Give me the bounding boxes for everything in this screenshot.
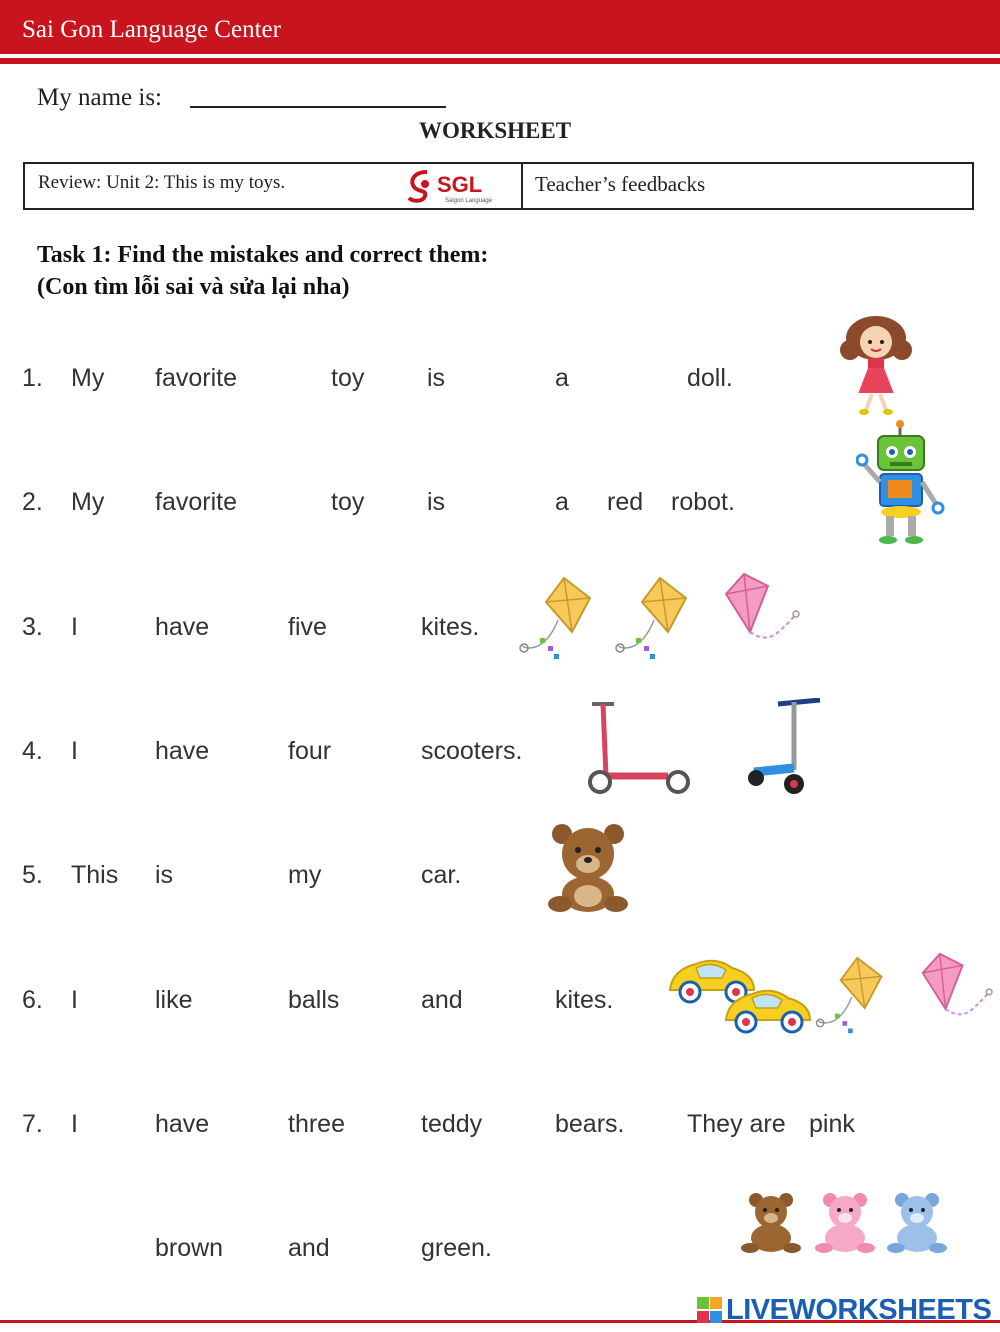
sentence-3-word[interactable]: kites. [421,613,480,641]
feedback-label: Teacher’s feedbacks [535,172,706,196]
sentence-7-word[interactable]: have [155,1110,210,1138]
sentence-1-word[interactable]: My [71,364,105,392]
sentence-6-number: 6. [22,986,43,1014]
teddy-bear-icon [546,822,630,914]
liveworksheets-brand[interactable]: LIVEWORKSHEETS [726,1294,992,1326]
liveworksheets-logo-icon [697,1296,723,1326]
pink-bear-icon [814,1192,876,1254]
pink-kite-icon [720,572,800,652]
sentence-7-word[interactable]: teddy [421,1110,483,1138]
sentence-2-number: 2. [22,488,43,516]
sentence-1-word[interactable]: favorite [155,364,237,392]
sentence-4-number: 4. [22,737,43,765]
header-rule [0,58,1000,64]
sentence-2-word[interactable]: is [427,488,446,516]
task-subtitle: (Con tìm lỗi sai và sửa lại nha) [37,274,350,300]
sentence-2-word[interactable]: red [607,488,644,516]
sentence-1-number: 1. [22,364,43,392]
yellow-car-icon [722,980,814,1038]
name-label: My name is: [37,84,162,111]
sentence-7-word[interactable]: pink [809,1110,855,1138]
header-bar [0,0,1000,54]
sentence-5-word[interactable]: my [288,861,322,889]
kite-icon [614,576,688,662]
sentence-5-word[interactable]: car. [421,861,462,889]
sentence-3-word[interactable]: five [288,613,327,641]
sentence-1-word[interactable]: doll. [687,364,733,392]
sentence-6-word[interactable]: I [71,986,78,1014]
sentence-6-word[interactable]: like [155,986,193,1014]
doll-icon [836,312,916,416]
task-title: Task 1: Find the mistakes and correct them: [37,242,489,268]
robot-icon [856,420,946,546]
sentence-7-word[interactable]: three [288,1110,345,1138]
sentence-7-word[interactable]: and [288,1234,330,1262]
sentence-5-word[interactable]: is [155,861,174,889]
center-name: Sai Gon Language Center [22,16,281,43]
kite-icon [518,576,592,662]
sentence-4-word[interactable]: four [288,737,332,765]
brown-bear-icon [740,1192,802,1254]
blue-scooter-icon [748,698,824,798]
sentence-7-word[interactable]: They are [687,1110,786,1138]
sentence-7-word[interactable]: brown [155,1234,224,1262]
logo-sub: Saigon Language [445,198,493,204]
sentence-1-word[interactable]: is [427,364,446,392]
sentence-7-word[interactable]: I [71,1110,78,1138]
info-box [23,162,974,210]
sentence-5-word[interactable]: This [71,861,119,889]
sentence-5-number: 5. [22,861,43,889]
worksheet-title: WORKSHEET [418,118,572,143]
sentence-6-word[interactable]: kites. [555,986,614,1014]
sentence-7-number: 7. [22,1110,43,1138]
sentence-4-word[interactable]: I [71,737,78,765]
pink-kite-icon [916,952,994,1028]
sentence-3-number: 3. [22,613,43,641]
sentence-2-word[interactable]: robot. [671,488,735,516]
name-input-line[interactable] [190,106,446,108]
sentence-1-word[interactable]: a [555,364,569,392]
sentence-2-word[interactable]: favorite [155,488,237,516]
sentence-2-word[interactable]: toy [331,488,365,516]
blue-bear-icon [886,1192,948,1254]
sentence-2-word[interactable]: a [555,488,569,516]
sentence-1-word[interactable]: toy [331,364,365,392]
sentence-2-word[interactable]: My [71,488,105,516]
sentence-7-word[interactable]: bears. [555,1110,625,1138]
sentence-3-word[interactable]: I [71,613,78,641]
sentence-7-word[interactable]: green. [421,1234,492,1262]
kite-icon [812,956,886,1036]
review-text: Review: Unit 2: This is my toys. [38,172,286,193]
red-scooter-icon [584,700,692,796]
info-divider [521,164,523,208]
sentence-4-word[interactable]: scooters. [421,737,523,765]
sentence-4-word[interactable]: have [155,737,210,765]
sentence-6-word[interactable]: balls [288,986,340,1014]
sentence-6-word[interactable]: and [421,986,463,1014]
sgl-logo-icon [405,166,505,206]
sentence-3-word[interactable]: have [155,613,210,641]
logo-text: SGL [437,172,483,197]
